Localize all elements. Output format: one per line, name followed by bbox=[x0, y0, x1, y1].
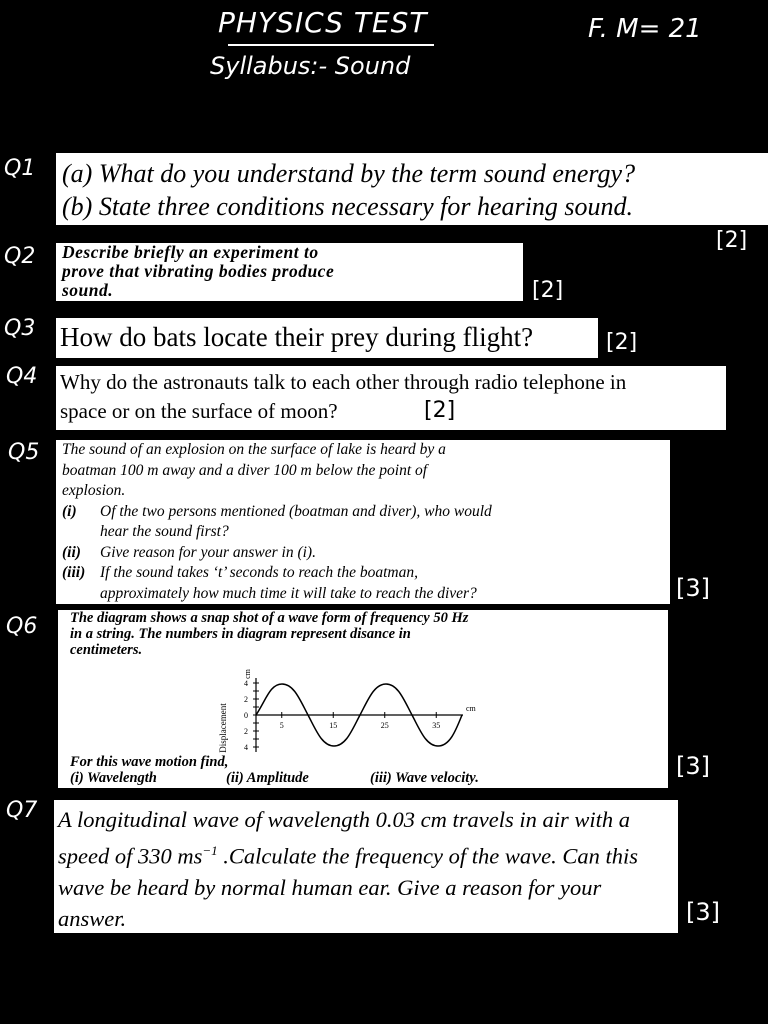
q5-marks: [3] bbox=[676, 574, 710, 602]
q6-line-3: centimeters. bbox=[70, 642, 143, 658]
test-title: PHYSICS TEST bbox=[218, 6, 428, 39]
q2-marks: [2] bbox=[532, 278, 564, 303]
q3-box bbox=[56, 318, 598, 358]
q4-label: Q4 bbox=[6, 364, 38, 389]
q7-line-4: answer. bbox=[58, 905, 127, 931]
q7-line-2a: speed of 330 ms bbox=[58, 843, 203, 869]
q5-part-iii bbox=[62, 563, 670, 584]
q7-label: Q7 bbox=[6, 798, 38, 823]
q1-part-b: (b) State three conditions necessary for hearing sound. bbox=[62, 192, 633, 221]
full-marks: F. M= 21 bbox=[588, 14, 702, 44]
q6-opt-ii: (ii) Amplitude bbox=[226, 770, 309, 786]
q1-label: Q1 bbox=[4, 156, 36, 181]
q1-part-a: (a) What do you understand by the term sound energy? bbox=[62, 159, 636, 188]
q6-opt-i: (i) Wavelength bbox=[70, 770, 157, 786]
q2-line-1: Describe briefly an experiment to bbox=[62, 243, 319, 262]
q7-line-2 bbox=[58, 835, 678, 872]
q5-line-3: explosion. bbox=[62, 482, 126, 499]
x-tick-label: 25 bbox=[380, 721, 389, 730]
q5-iii-line-1: If the sound takes ‘t’ seconds to reach the boatman, bbox=[100, 564, 418, 581]
title-underline bbox=[228, 44, 434, 46]
q7-unit-exponent: −1 bbox=[202, 843, 218, 858]
q7-box bbox=[54, 800, 678, 933]
q7-marks: [3] bbox=[686, 898, 720, 926]
q5-line-1: The sound of an explosion on the surface of lake is heard by a bbox=[62, 441, 446, 458]
q4-box bbox=[56, 366, 726, 430]
q6-line-1: The diagram shows a snap shot of a wave form of frequency 50 Hz bbox=[70, 610, 469, 626]
q5-i-line-2: hear the sound first? bbox=[100, 523, 229, 540]
x-tick-label: 35 bbox=[432, 721, 441, 730]
q5-box bbox=[56, 440, 670, 604]
q6-marks: [3] bbox=[676, 752, 710, 780]
y-tick-label: 4 bbox=[244, 743, 248, 752]
q2-box bbox=[56, 243, 523, 301]
q7-line-1: A longitudinal wave of wavelength 0.03 cm travels in air with a bbox=[58, 807, 631, 832]
wave-diagram bbox=[208, 660, 488, 760]
q5-ii-text: Give reason for your answer in (i). bbox=[100, 543, 316, 561]
q2-label: Q2 bbox=[4, 244, 36, 269]
q2-line-3: sound. bbox=[62, 280, 114, 300]
y-tick-label: 2 bbox=[244, 727, 248, 736]
q5-line-2: boatman 100 m away and a diver 100 m below the point of bbox=[62, 461, 428, 479]
x-tick-label: 15 bbox=[329, 721, 338, 730]
y-tick-label: 4 bbox=[244, 679, 248, 688]
x-tick-label: 5 bbox=[279, 721, 284, 730]
q5-part-i bbox=[62, 502, 670, 523]
q1-marks: [2] bbox=[716, 228, 748, 253]
q4-line-1: Why do the astronauts talk to each other through radio telephone in bbox=[60, 370, 627, 394]
syllabus-label: Syllabus:- Sound bbox=[210, 52, 411, 80]
q2-line-2: prove that vibrating bodies produce bbox=[62, 261, 335, 281]
y-axis-unit: cm bbox=[243, 669, 252, 679]
q5-i-line-1: Of the two persons mentioned (boatman and diver), who would bbox=[100, 502, 492, 520]
q5-iii-num: (iii) bbox=[62, 564, 86, 581]
q4-line-2: space or on the surface of moon? bbox=[60, 399, 338, 423]
q1-box bbox=[56, 153, 768, 225]
q6-line-2: in a string. The numbers in diagram represent disance in bbox=[70, 626, 411, 642]
q6-label: Q6 bbox=[6, 614, 38, 639]
q6-find: For this wave motion find, bbox=[70, 754, 229, 770]
y-ticks bbox=[244, 679, 259, 752]
q5-ii-num: (ii) bbox=[62, 543, 81, 561]
y-tick-label: 0 bbox=[244, 711, 248, 720]
x-axis-unit: cm bbox=[466, 704, 476, 713]
q7-line-3: wave be heard by normal human ear. Give a reason for your bbox=[58, 874, 602, 900]
q6-opt-iii: (iii) Wave velocity. bbox=[370, 770, 479, 786]
q5-label: Q5 bbox=[8, 440, 40, 465]
q5-part-ii bbox=[62, 543, 670, 564]
q3-marks: [2] bbox=[606, 330, 638, 355]
q5-i-num: (i) bbox=[62, 502, 77, 520]
y-tick-label: 2 bbox=[244, 695, 248, 704]
q3-label: Q3 bbox=[4, 316, 36, 341]
q5-iii-line-2: approximately how much time it will take to reach the diver? bbox=[100, 584, 477, 602]
y-axis-label: Displacement bbox=[218, 703, 228, 753]
q7-line-2b: .Calculate the frequency of the wave. Can this bbox=[217, 843, 638, 869]
q6-box bbox=[58, 610, 668, 788]
q4-marks: [2] bbox=[424, 398, 456, 423]
q3-text: How do bats locate their prey during flight? bbox=[60, 322, 534, 352]
